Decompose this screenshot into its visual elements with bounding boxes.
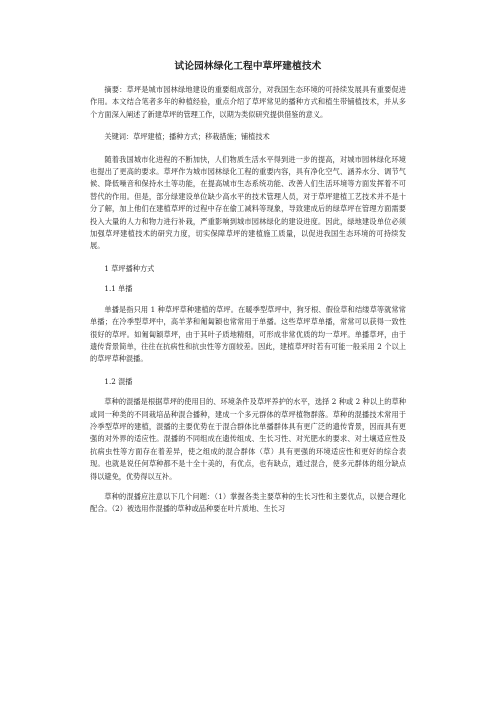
section-heading-1: 1 草坪播种方式 [104,263,155,273]
paragraph-mixed-sowing-notes: 草种的混播应注意以下几个问题：（1）掌握各类主要草种的生长习性和主要优点，以便合理化配合。（2）被选用作混播的草种或品种要在叶片质地、生长习 [90,491,406,514]
subsection-heading-1-2: 1.2 混播 [104,376,133,386]
subsection-heading-1-1: 1.1 单播 [104,284,133,294]
document-page [90,58,406,516]
paragraph-single-sowing: 单播是指只用 1 种草坪草种建植的草坪。在暖季型草坪中，狗牙根、假俭草和结缕草等就常常单播；在冷季型草坪中，高羊茅和匍匐颖也常常用于单播。这些草坪草单播，常常可以获得一致性很好的草坪。如匍匐颖草坪，由于其叶子质地精细，可形成非常优质的均一草坪。单播草坪，由于遗传背景简单，往往在抗病性和抗虫性等方面较差。因此，建植草坪时若有可能一般采用 2 个以上的草坪草种混播。 [90,304,406,364]
paper-title: 试论园林绿化工程中草坪建植技术 [174,61,322,72]
keywords: 关键词：草坪建植；播种方式；移栽措施；铺植技术 [104,132,270,142]
abstract: 摘要：草坪是城市园林绿地建设的重要组成部分，对我国生态环境的可持续发展具有重要促进作用。本文结合笔者多年的种植经验，重点介绍了草坪常见的播种方式和植生带铺植技术，并从多个方面深入阐述了新建草坪的管理工作，以期为类似研究提供借鉴的意义。 [90,85,406,119]
paragraph-mixed-sowing: 草种的混播是根据草坪的使用目的、环境条件及草坪养护的水平，选择 2 种或 2 种以上的草种或同一种类的不同栽培品种混合播种，建成一个多元群体的草坪植物群落。草种的混播技术常用于冷季型草坪的建植，混播的主要优势在于混合群体比单播群体具有更广泛的遗传背景，因而具有更强的对外界的适应性。混播的不同组成在遗传组成、生长习性、对光肥水的要求、对土壤适应性及抗病虫性等方面存在着差异，使之组成的混合群体（草）具有更强的环境适应性和更好的综合表现。也就是说任何草种都不是十全十美的，有优点，也有缺点，通过混合，使多元群体的组分缺点得以避免，优势得以互补。 [90,397,406,481]
introduction-paragraph: 随着我国城市化进程的不断加快，人们物质生活水平得到进一步的提高，对城市园林绿化环境也提出了更高的要求。草坪作为城市园林绿化工程的重要内容，具有净化空气、涵养水分、调节气候、降低噪音和保持水土等功能，在提高城市生态系统功能、改善人们生活环境等方面发挥着不可替代的作用。但是，部分绿建设单位缺少高水平的技术管理人员，对于草坪建植工艺技术并不是十分了解，加上他们在建植草坪的过程中存在偷工减料等现象，导致建成后的绿草坪在管理方面需要投入大量的人力和物力进行补栽，严重影响到城市园林绿化的建设进度。因此，绿地建设单位必须加强草坪建植技术的研究力度，切实保障草坪的建植施工质量，以促进我国生态环境的可持续发展。 [90,154,406,251]
